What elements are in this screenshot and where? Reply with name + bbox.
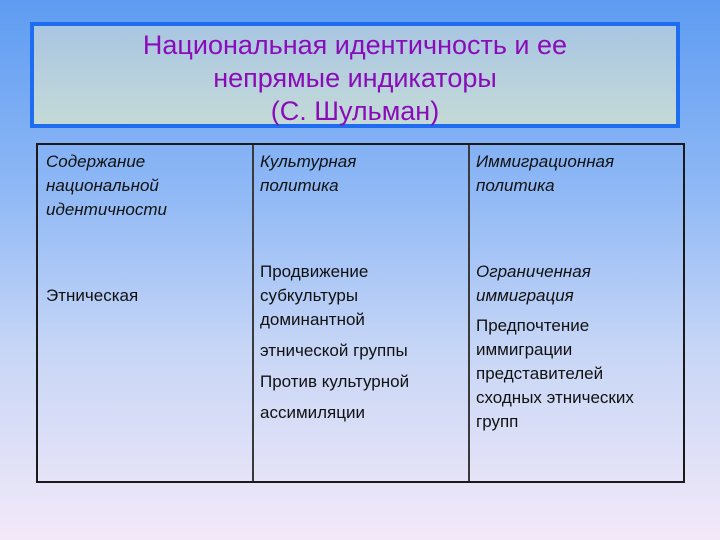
slide-title-line-2: непрямые индикаторы	[213, 63, 497, 93]
header-cultural-policy: Культурная политика	[260, 152, 357, 195]
immigration-policy-cell: Ограниченная иммиграция Предпочтение иммиграции представителей сходных этнических групп	[476, 262, 634, 431]
column-divider-2	[468, 145, 470, 481]
column-divider-1	[252, 145, 254, 481]
cultural-policy-cell: Продвижение субкультуры доминантной этнической группы Против культурной ассимиляции	[260, 262, 410, 422]
title-box	[30, 22, 680, 128]
slide-title-line-3: (С. Шульман)	[270, 96, 440, 126]
comparison-table	[36, 143, 685, 483]
row-ethnic-label: Этническая	[46, 286, 139, 305]
slide-title-line-1: Национальная идентичность и ее	[142, 30, 568, 60]
header-immigration-policy: Иммиграционная политика	[476, 152, 615, 195]
header-identity-content: Содержание национальной идентичности	[46, 152, 168, 219]
